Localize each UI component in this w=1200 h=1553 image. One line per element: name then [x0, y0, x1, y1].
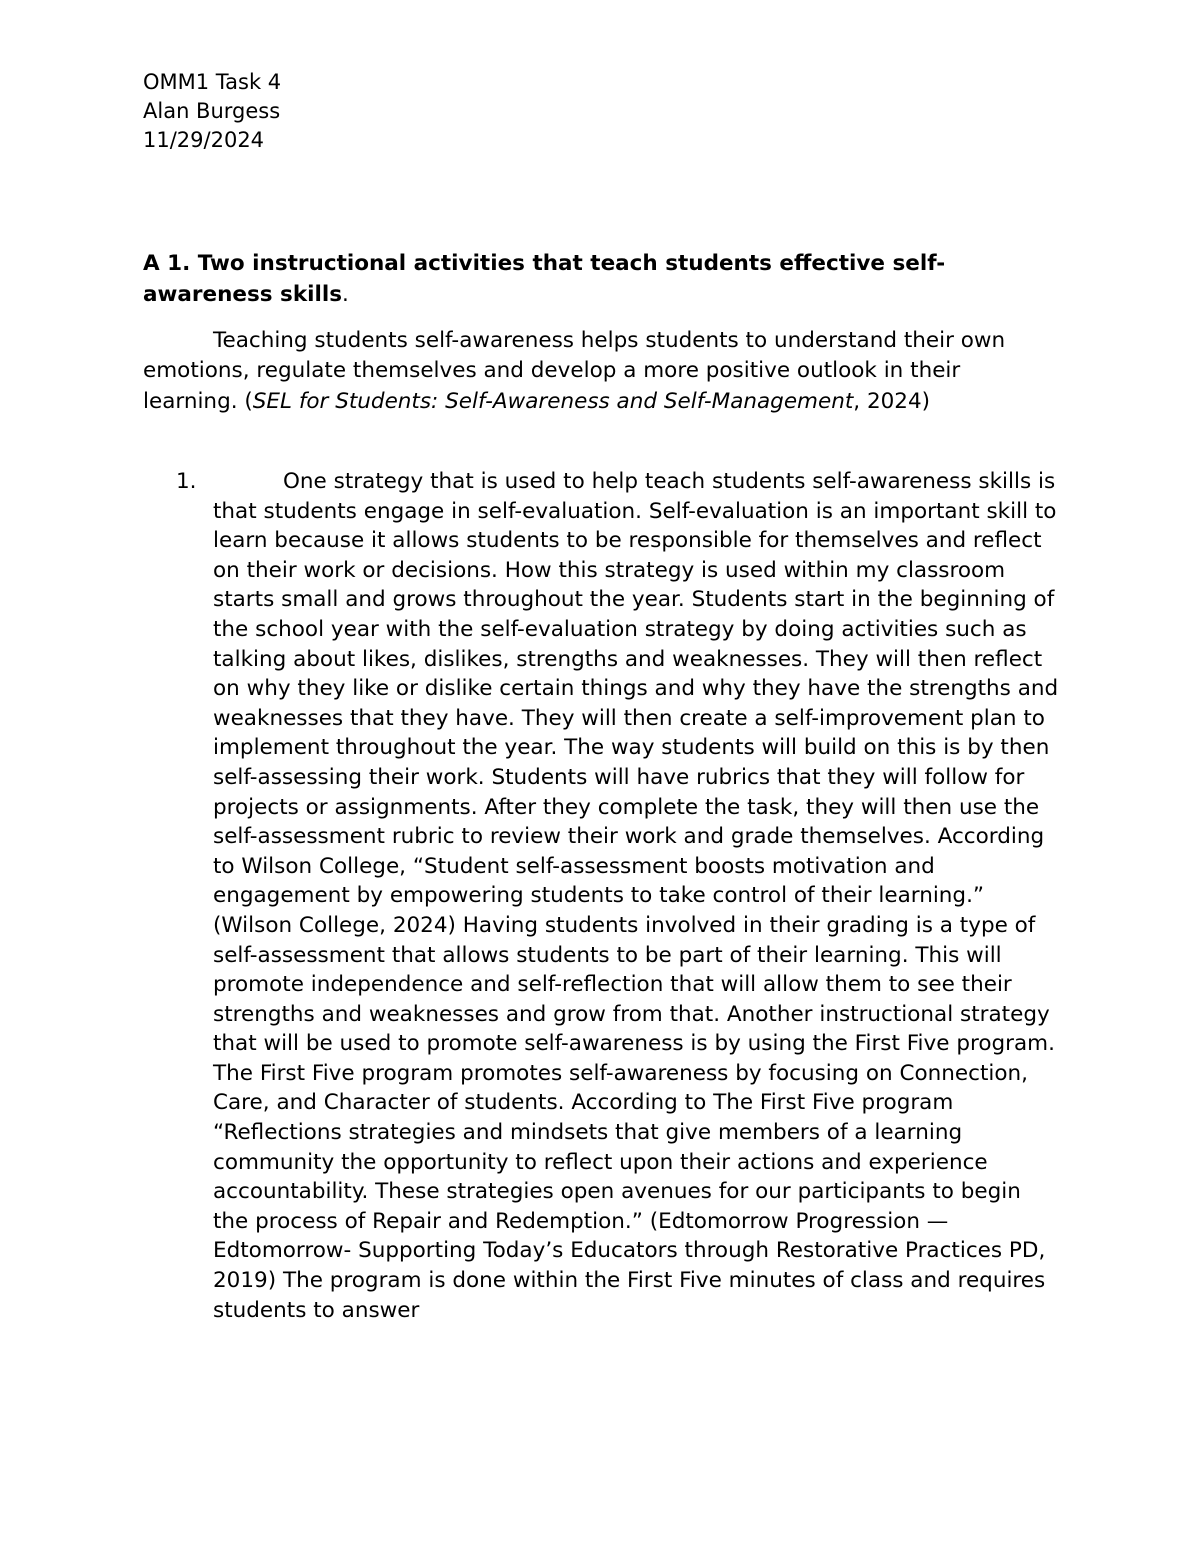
- intro-text: Teaching students self-awareness helps students to understand their own emotions, regulate themselves and develop a more positive outlook in their learning. (: [143, 328, 1006, 414]
- intro-citation-year: , 2024): [853, 388, 931, 414]
- author-name: Alan Burgess: [143, 99, 281, 123]
- section-heading-period: .: [342, 282, 349, 307]
- intro-citation-title: SEL for Students: Self-Awareness and Self-Management: [252, 388, 854, 414]
- section-heading: [143, 248, 1063, 310]
- list-item-text: One strategy that is used to help teach students self-awareness skills is that students engage in self-evaluation. Self-evaluation is an important skill to learn because it allows students to be responsible for themselves and reflect on their work or decisions. How this strategy is used within my classroom starts small and grows throughout the year. Students start in the beginning of the school year with the self-evaluation strategy by doing activities such as talking about likes, dislikes, strengths and weaknesses. They will then reflect on why they like or dislike certain things and why they have the strengths and weaknesses that they have. They will then create a self-improvement plan to implement throughout the year. The way students will build on this is by then self-assessing their work. Students will have rubrics that they will follow for projects or assignments. After they complete the task, they will then use the self-assessment rubric to review their work and grade themselves. According to Wilson College, “Student self-assessment boosts motivation and engagement by empowering students to take control of their learning.” (Wilson College, 2024) Having students involved in their grading is a type of self-assessment that allows students to be part of their learning. This will promote independence and self-reflection that will allow them to see their strengths and weaknesses and grow from that. Another instructional strategy that will be used to promote self-awareness is by using the First Five program. The First Five program promotes self-awareness by focusing on Connection, Care, and Character of students. According to The First Five program “Reflections strategies and mindsets that give members of a learning community the opportunity to reflect upon their actions and experience accountability. These strategies open avenues for our participants to begin the process of Repair and Redemption.” (Edtomorrow Progression — Edtomorrow- Supporting Today’s Educators through Restorative Practices PD, 2019) The program is done within the First Five minutes of class and requires students to answer: [213, 469, 1059, 1323]
- course-title: OMM1 Task 4: [143, 70, 282, 94]
- section-heading-text: A 1. Two instructional activities that teach students effective self-awareness skills: [143, 251, 946, 307]
- document-date: 11/29/2024: [143, 128, 265, 152]
- intro-paragraph: [143, 326, 1058, 417]
- document-header: [143, 68, 281, 155]
- list-item-number: 1.: [176, 469, 197, 494]
